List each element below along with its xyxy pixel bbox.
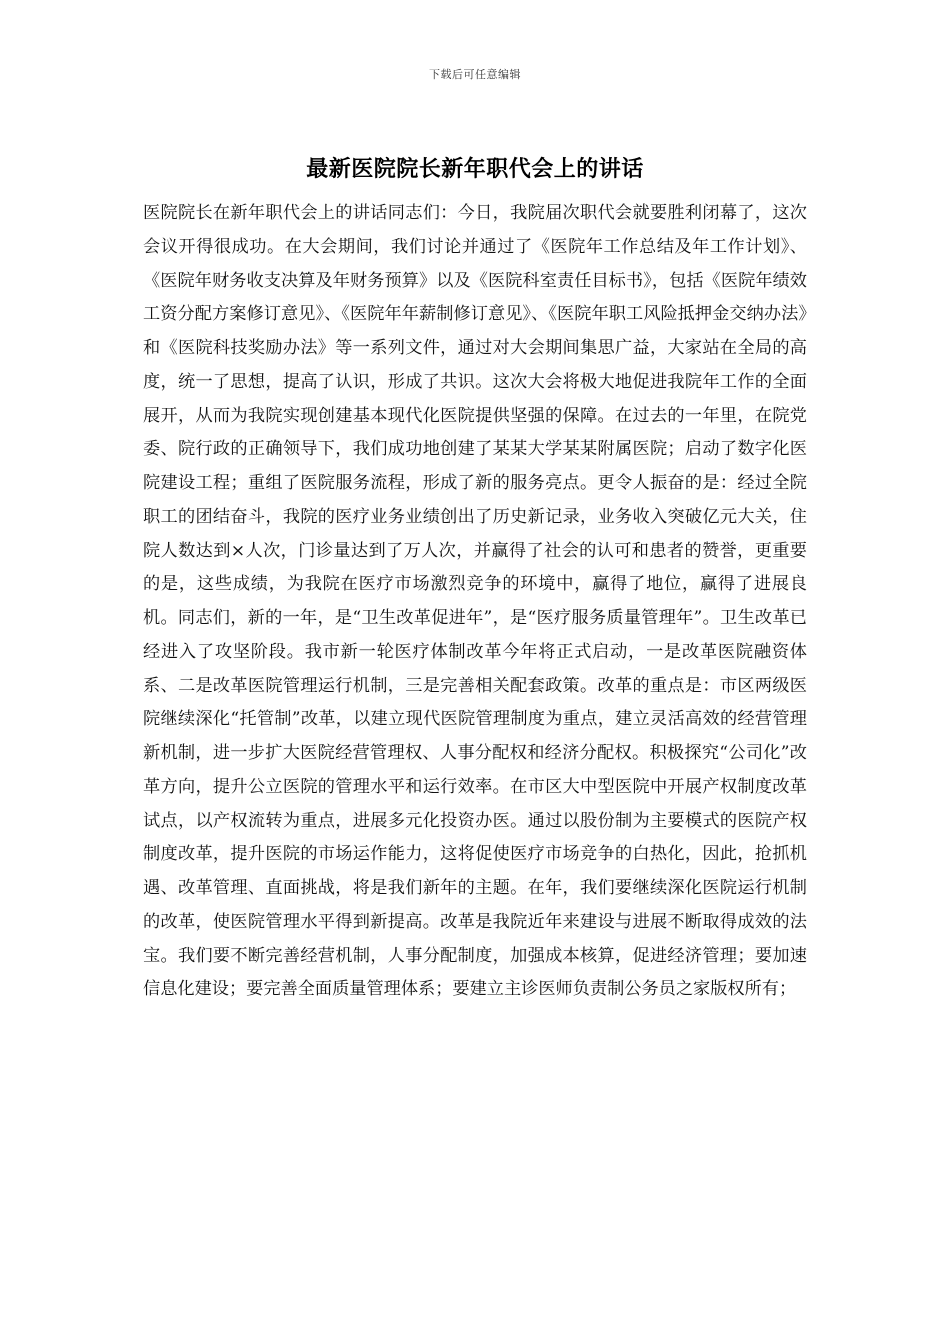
document-title: 最新医院院长新年职代会上的讲话 [306, 156, 644, 182]
document-body: 医院院长在新年职代会上的讲话同志们：今日，我院届次职代会就要胜利闭幕了，这次会议开得很成功。在大会期间，我们讨论并通过了《医院年工作总结及年工作计划》、《医院年财务收支决算及年财务预算》以及《医院科室责任目标书》，包括《医院年绩效工资分配方案修订意见》、《医院年年薪制修订意见》、《医院年职工风险抵押金交纳办法》和《医院科技奖励办法》等一系列文件，通过对大会期间集思广益，大家站在全局的高度，统一了思想，提高了认识，形成了共识。这次大会将极大地促进我院年工作的全面展开，从而为我院实现创建基本现代化医院提供坚强的保障。在过去的一年里，在院党委、院行政的正确领导下，我们成功地创建了某某大学某某附属医院；启动了数字化医院建设工程；重组了医院服务流程，形成了新的服务亮点。更令人振奋的是：经过全院职工的团结奋斗，我院的医疗业务业绩创出了历史新记录，业务收入突破亿元大关，住院人数达到×人次，门诊量达到了万人次，并赢得了社会的认可和患者的赞誉，更重要的是，这些成绩，为我院在医疗市场激烈竞争的环境中，赢得了地位，赢得了进展良机。同志们，新的一年，是“卫生改革促进年”，是“医疗服务质量管理年”。卫生改革已经进入了攻坚阶段。我市新一轮医疗体制改革今年将正式启动，一是改革医院融资体系、二是改革医院管理运行机制，三是完善相关配套政策。改革的重点是：市区两级医院继续深化“托管制”改革，以建立现代医院管理制度为重点，建立灵活高效的经营管理新机制，进一步扩大医院经营管理权、人事分配权和经济分配权。积极探究“公司化”改革方向，提升公立医院的管理水平和运行效率。在市区大中型医院中开展产权制度改革试点，以产权流转为重点，进展多元化投资办医。通过以股份制为主要模式的医院产权制度改革，提升医院的市场运作能力，这将促使医疗市场竞争的白热化，因此，抢抓机遇、改革管理、直面挑战，将是我们新年的主题。在年，我们要继续深化医院运行机制的改革，使医院管理水平得到新提高。改革是我院近年来建设与进展不断取得成效的法宝。我们要不断完善经营机制，人事分配制度，加强成本核算，促进经济管理；要加速信息化建设；要完善全面质量管理体系；要建立主诊医师负责制公务员之家版权所有； [143, 203, 807, 1000]
header-note: 下载后可任意编辑 [429, 68, 521, 81]
